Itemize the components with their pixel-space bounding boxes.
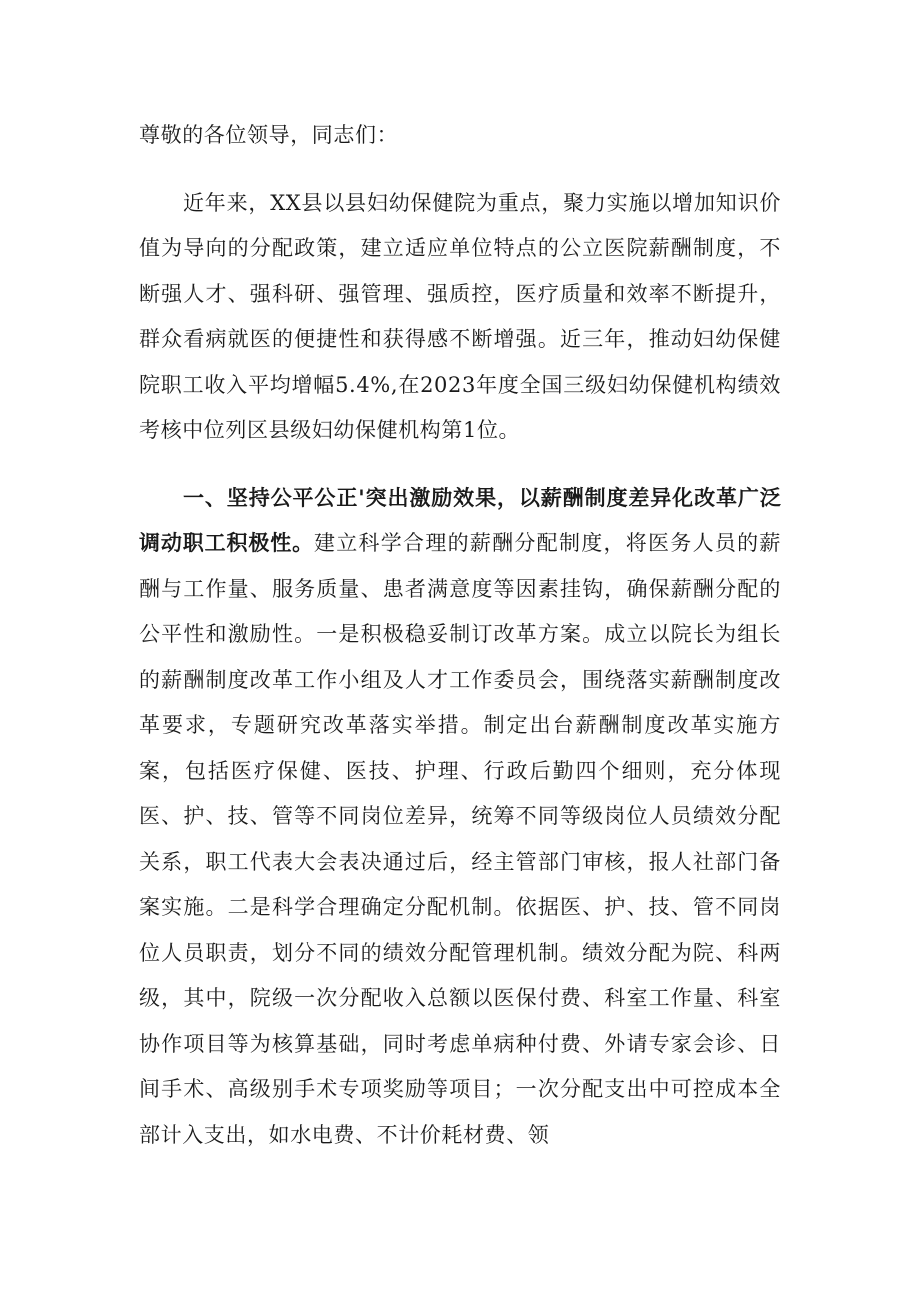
document-body	[139, 113, 781, 1158]
section-1-paragraph	[139, 476, 781, 1159]
section-1-body: 建立科学合理的薪酬分配制度，将医务人员的薪酬与工作量、服务质量、患者满意度等因素挂钩，确保薪酬分配的公平性和激励性。一是积极稳妥制订改革方案。成立以院长为组长的薪酬制度改革工作小组及人才工作委员会，围绕落实薪酬制度改革要求，专题研究改革落实举措。制定出台薪酬制度改革实施方案，包括医疗保健、医技、护理、行政后勤四个细则，充分体现医、护、技、管等不同岗位差异，统筹不同等级岗位人员绩效分配关系，职工代表大会表决通过后，经主管部门审核，报人社部门备案实施。二是科学合理确定分配机制。依据医、护、技、管不同岗位人员职责，划分不同的绩效分配管理机制。绩效分配为院、科两级，其中，院级一次分配收入总额以医保付费、科室工作量、科室协作项目等为核算基础，同时考虑单病种付费、外请专家会诊、日间手术、高级别手术专项奖励等项目；一次分配支出中可控成本全部计入支出，如水电费、不计价耗材费、领	[139, 531, 781, 1147]
salutation: 尊敬的各位领导，同志们：	[139, 123, 399, 147]
intro-paragraph: 近年来，XX县以县妇幼保健院为重点，聚力实施以增加知识价值为导向的分配政策，建立适应单位特点的公立医院薪酬制度，不断强人才、强科研、强管理、强质控，医疗质量和效率不断提升，群众看病就医的便捷性和获得感不断增强。近三年，推动妇幼保健院职工收入平均增幅5.4%,在2023年度全国三级妇幼保健机构绩效考核中位列区县级妇幼保健机构第1位。	[139, 190, 781, 442]
section-1-heading: 一、坚持公平公正'突出激励效果，以薪酬制度差异化改革广泛调动职工积极性。	[139, 485, 781, 555]
